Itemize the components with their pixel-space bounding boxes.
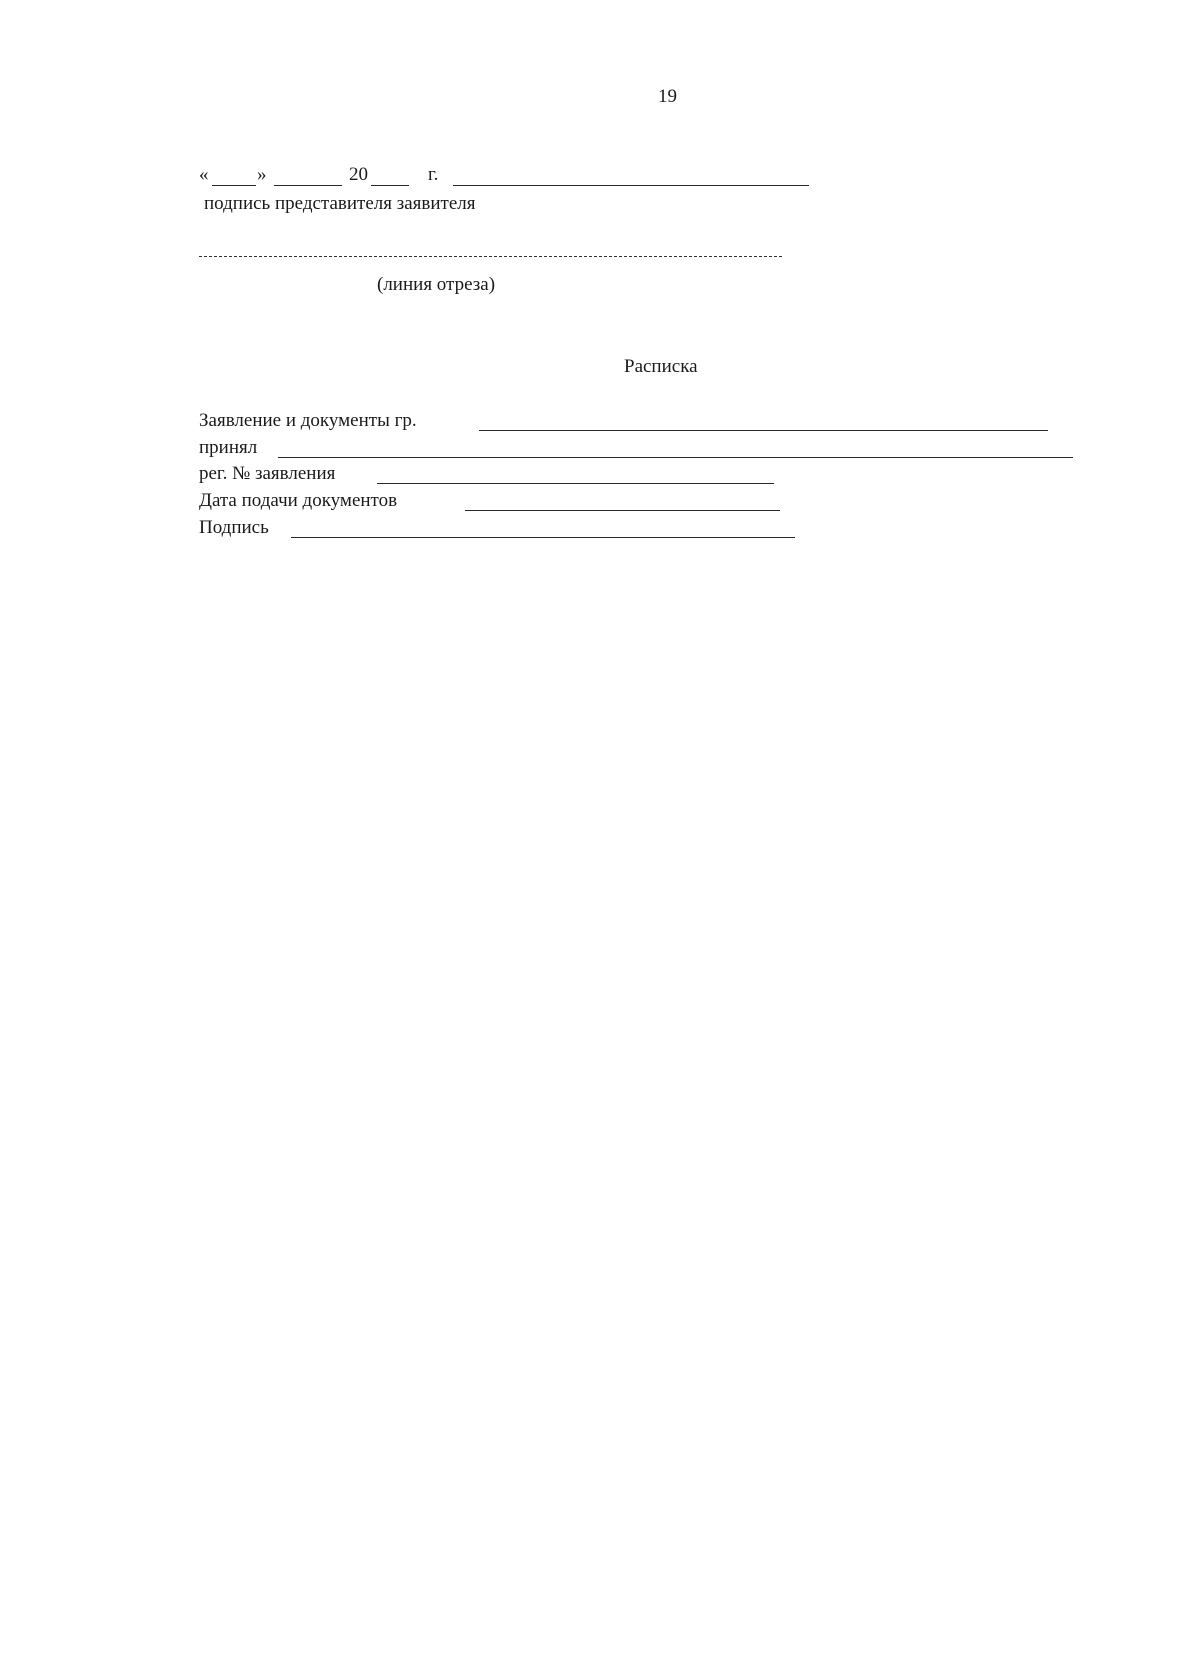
receipt-title: Расписка [624,356,698,377]
field-label-accepted: принял [199,437,258,458]
day-blank-line [212,185,256,186]
date-close-quote: » [257,164,267,185]
field-line-applicant [479,430,1048,431]
year-blank-line [371,185,409,186]
field-label-signature: Подпись [199,517,269,538]
field-label-applicant: Заявление и документы гр. [199,410,417,431]
cut-line [199,256,782,257]
field-line-reg-number [377,483,774,484]
page-number: 19 [658,86,677,107]
year-suffix: г. [428,164,439,185]
field-line-signature [291,537,795,538]
signature-blank-line [453,185,809,186]
date-open-quote: « [199,164,209,185]
field-label-submission-date: Дата подачи документов [199,490,398,511]
year-prefix: 20 [349,164,368,185]
field-line-submission-date [465,510,780,511]
field-line-accepted [278,457,1073,458]
signature-caption: подпись представителя заявителя [204,193,476,214]
month-blank-line [274,185,342,186]
field-label-reg-number: рег. № заявления [199,463,336,484]
cut-line-caption: (линия отреза) [377,274,496,295]
